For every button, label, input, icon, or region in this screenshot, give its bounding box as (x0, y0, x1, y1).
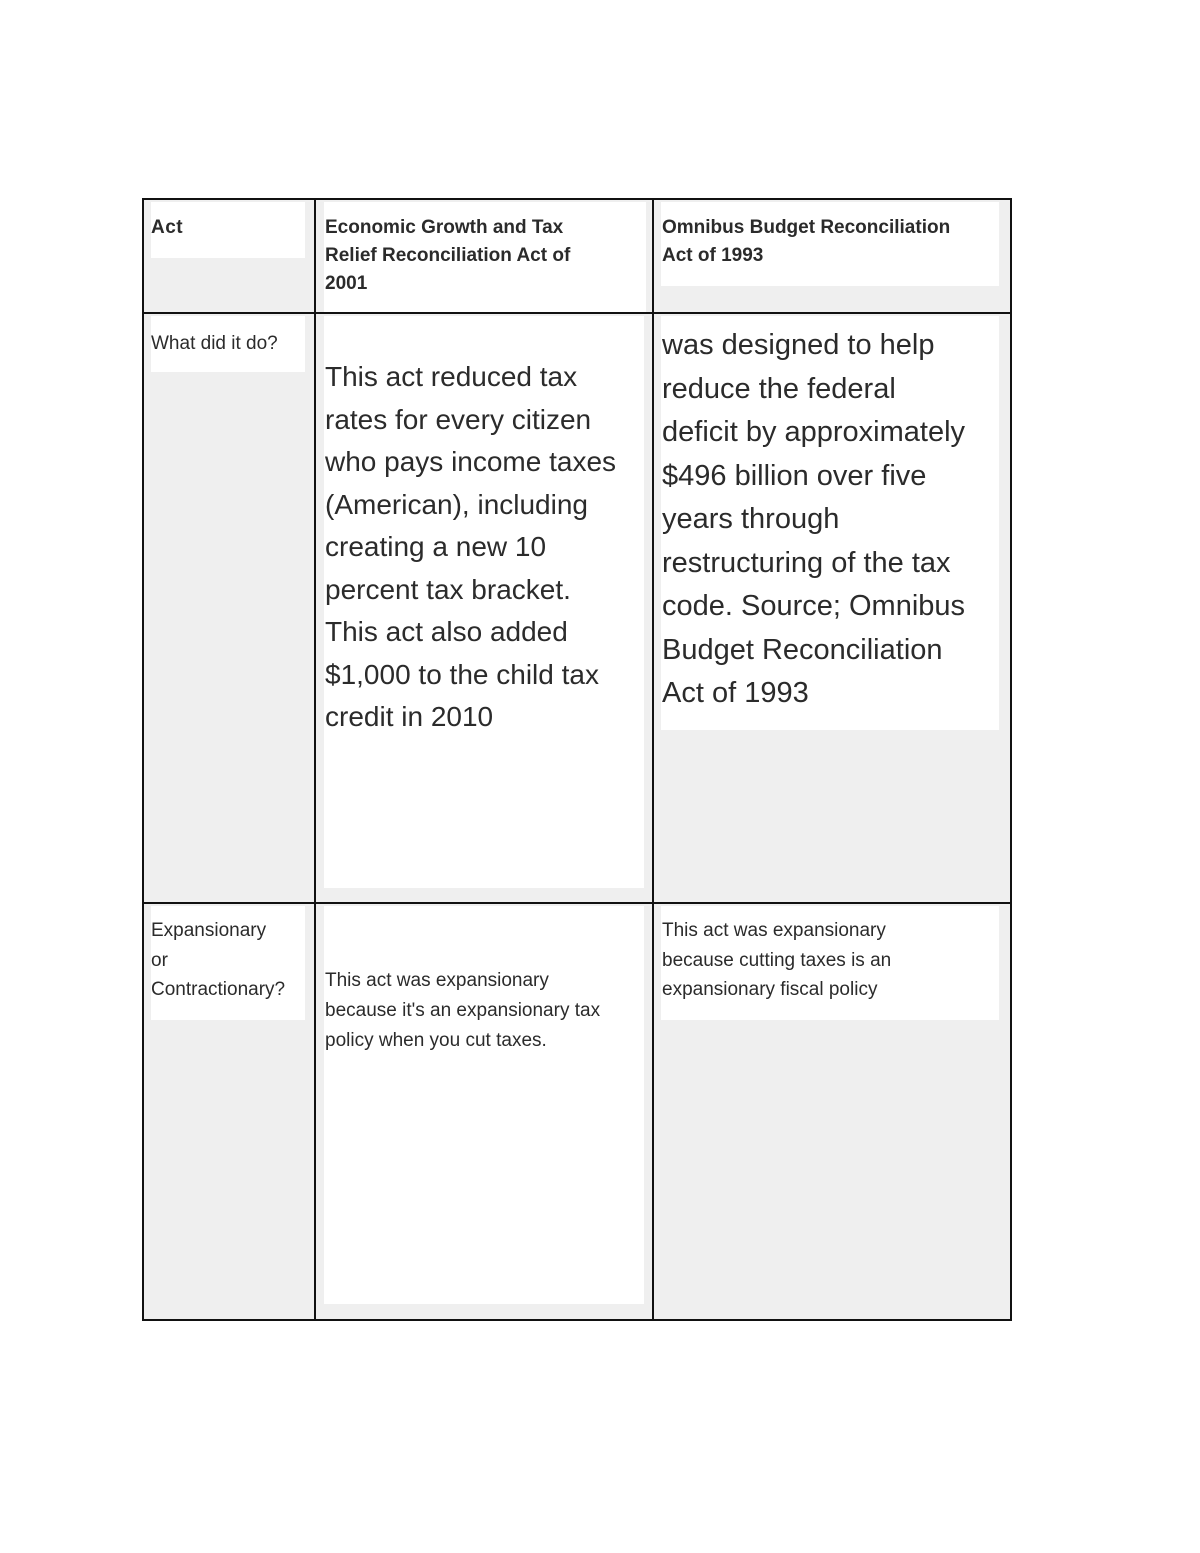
text-box (324, 202, 646, 312)
header-cell-2001 (315, 199, 653, 313)
what-2001-text: This act reduced tax rates for every citizen who pays income taxes (American), including creating a new 10 percent tax bracket. This act also added $1,000 to the child tax credit in 2010 (325, 361, 617, 732)
header-act-2001: Economic Growth and Tax Relief Reconciliation Act of 2001 (325, 217, 571, 294)
header-act-1993: Omnibus Budget Reconciliation Act of 1993 (662, 217, 951, 266)
comparison-table (142, 198, 1012, 1321)
expansion-2001-cell (315, 903, 653, 1320)
text-box (324, 316, 644, 888)
text-box (661, 906, 999, 1020)
text-box (324, 906, 644, 1304)
header-row (143, 199, 1011, 313)
header-cell-act (143, 199, 315, 313)
expansion-row (143, 903, 1011, 1320)
header-act-label: Act (151, 217, 184, 238)
expansion-label: Expansionary or Contractionary? (151, 920, 286, 1000)
what-row (143, 313, 1011, 903)
what-1993-cell (653, 313, 1011, 903)
header-cell-1993 (653, 199, 1011, 313)
text-box (151, 202, 305, 258)
what-1993-text: was designed to help reduce the federal deficit by approximately $496 billion over five years through restructuring of the tax code. Source; Omnibus Budget Reconciliation Act of 1993 (662, 329, 966, 709)
text-box (661, 316, 999, 730)
text-box (151, 906, 305, 1020)
expansion-2001-text: This act was expansionary because it's an expansionary tax policy when you cut taxes. (325, 970, 601, 1051)
expansion-1993-text: This act was expansionary because cutting taxes is an expansionary fiscal policy (662, 920, 892, 1000)
text-box (151, 316, 305, 372)
what-2001-cell (315, 313, 653, 903)
what-label-cell (143, 313, 315, 903)
expansion-1993-cell (653, 903, 1011, 1320)
text-box (661, 202, 999, 286)
what-label: What did it do? (151, 333, 278, 354)
expansion-label-cell (143, 903, 315, 1320)
